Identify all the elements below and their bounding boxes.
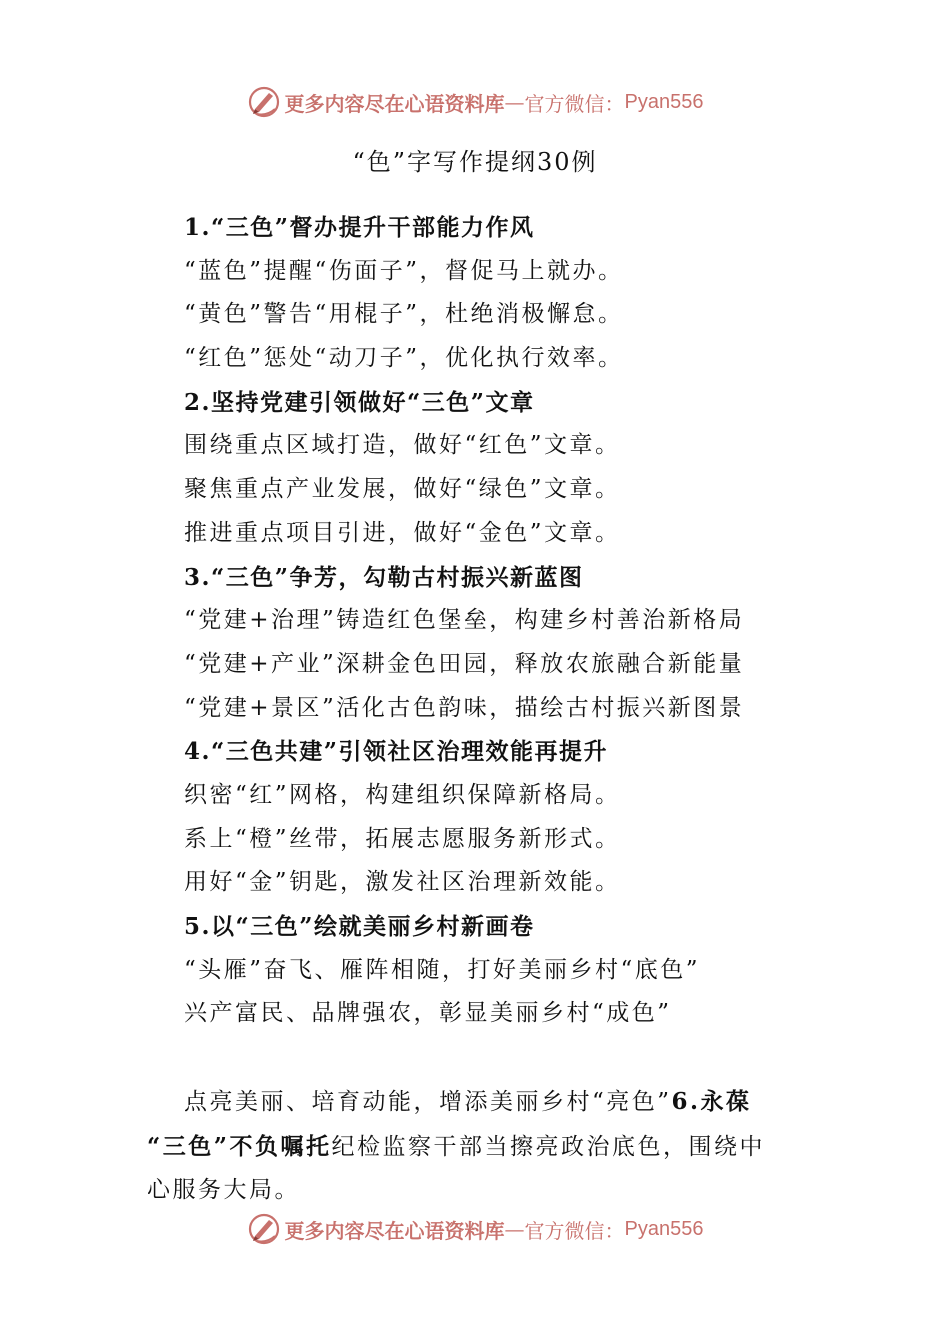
document-title: “色”字写作提纲30例 xyxy=(352,148,598,176)
pen-logo-icon xyxy=(247,85,281,119)
section-3-item-1: “党建+治理”铸造红色堡垒，构建乡村善治新格局 xyxy=(184,607,745,634)
section-4-item-2: 系上“橙”丝带，拓展志愿服务新形式。 xyxy=(184,825,621,852)
section-4-item-1: 织密“红”网格，构建组织保障新格局。 xyxy=(184,781,621,808)
watermark-account: Pyan556 xyxy=(624,1217,704,1240)
section-1-item-2: “黄色”警告“用棍子”，杜绝消极懈怠。 xyxy=(184,301,624,328)
final-line-2 xyxy=(147,1125,812,1170)
final-line-3: 心服务大局。 xyxy=(147,1177,300,1204)
watermark-separator: — xyxy=(504,1217,525,1241)
watermark-brand: 更多内容尽在心语资料库 xyxy=(284,91,505,116)
section-5-item-2: 兴产富民、品牌强农，彰显美丽乡村“成色” xyxy=(184,1000,672,1027)
section-heading-3: 3.“三色”争芳，勾勒古村振兴新蓝图 xyxy=(184,563,584,591)
document-body xyxy=(184,206,814,1036)
watermark-account: Pyan556 xyxy=(624,90,704,113)
watermark-official: 官方微信： xyxy=(524,91,625,116)
section-3-item-2: “党建+产业”深耕金色田园，释放农旅融合新能量 xyxy=(184,650,745,677)
final-paragraph xyxy=(147,1080,812,1213)
section-2-item-1: 围绕重点区域打造，做好“红色”文章。 xyxy=(184,432,621,459)
section-1-item-1: “蓝色”提醒“伤面子”，督促马上就办。 xyxy=(184,257,624,284)
section-3-item-3: “党建+景区”活化古色韵味，描绘古村振兴新图景 xyxy=(184,694,745,721)
footer-watermark xyxy=(0,1209,950,1249)
watermark-separator: — xyxy=(504,90,525,114)
section-4-item-3: 用好“金”钥匙，激发社区治理新效能。 xyxy=(184,869,621,896)
section-heading-6-start: 6.永葆 xyxy=(671,1088,752,1115)
section-2-item-2: 聚焦重点产业发展，做好“绿色”文章。 xyxy=(184,476,621,503)
final-line-1-text: 点亮美丽、培育动能，增添美丽乡村“亮色” xyxy=(184,1089,672,1115)
pen-logo-icon xyxy=(247,1212,281,1246)
section-heading-5: 5.以“三色”绘就美丽乡村新画卷 xyxy=(184,913,535,940)
final-line-2-text: 纪检监察干部当擦亮政治底色，围绕中 xyxy=(331,1133,765,1160)
section-heading-2: 2.坚持党建引领做好“三色”文章 xyxy=(184,388,535,416)
section-heading-6-end: “三色”不负嘱托 xyxy=(147,1132,332,1160)
header-watermark xyxy=(0,82,950,122)
section-1-item-3: “红色”惩处“动刀子”，优化执行效率。 xyxy=(184,345,624,372)
watermark-brand: 更多内容尽在心语资料库 xyxy=(284,1218,505,1243)
section-5-item-1: “头雁”奋飞、雁阵相随，打好美丽乡村“底色” xyxy=(184,956,701,983)
final-line-1 xyxy=(147,1080,812,1125)
watermark-official: 官方微信： xyxy=(524,1218,625,1243)
section-heading-4: 4.“三色共建”引领社区治理效能再提升 xyxy=(184,738,608,766)
section-2-item-3: 推进重点项目引进，做好“金色”文章。 xyxy=(184,519,621,546)
section-heading-1: 1.“三色”督办提升干部能力作风 xyxy=(184,214,535,241)
